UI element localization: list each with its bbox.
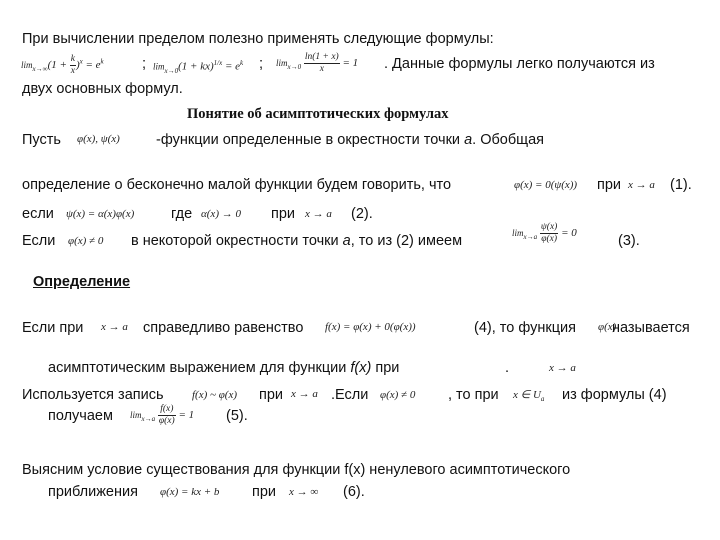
section-heading: Понятие об асимптотических формулах [187, 106, 449, 122]
text-line-3: двух основных формул. [22, 81, 183, 97]
u1-text-c: .Если [331, 387, 369, 403]
p2-text-a: определение о бесконечно малой функции будем говорить, что [22, 177, 452, 193]
u1-text-b: при [259, 387, 284, 403]
formula-phi-o-psi: φ(x) = 0(ψ(x)) [514, 179, 578, 191]
formula-limit-e-k: $\lim_{x\to\infty}(1$ + $\frac{k}{x}$ )$^x = e^k$ [21, 54, 104, 76]
d2-text-wrap [48, 359, 399, 377]
p2-text-b: при [597, 177, 622, 193]
d1-text-a: Если при [22, 320, 84, 336]
formula-f-sim-phi: f(x) ~ φ(x) [192, 389, 238, 401]
text-line-1: При вычислении пределом полезно применять следующие формулы: [22, 31, 494, 47]
d2-text-b: при [375, 360, 400, 376]
p1-text-b: -функции определенные в окрестности точки [156, 132, 461, 148]
p1-text-c: . Обобщая [472, 132, 544, 148]
formula-phi-psi: φ(x), ψ(x) [77, 133, 120, 145]
p1-text-b-wrap [156, 131, 544, 149]
formula-x-to-a-2: x → a [305, 208, 332, 220]
p1-var-a: a [464, 132, 473, 148]
separator-2: ; [259, 56, 264, 72]
text-line-2-end: . Данные формулы легко получаются из [384, 56, 655, 72]
definition-title: Определение [33, 274, 131, 290]
p4-text-c: , то из (2) имеем [350, 233, 463, 249]
p3-text-c: при [271, 206, 296, 222]
u1-text-e: из формулы (4) [562, 387, 667, 403]
formula-x-in-U: x ∈ $U_a$ [513, 389, 545, 404]
d2-func: f(x) [350, 360, 372, 376]
formula-phi-ne-zero-1: φ(x) ≠ 0 [68, 235, 104, 247]
u2-text-a: получаем [48, 408, 113, 424]
d1-text-d: называется [612, 320, 690, 336]
d1-text-b: справедливо равенство [143, 320, 304, 336]
d2-text-a: асимптотическим выражением для функции [48, 360, 347, 376]
formula-limit-1-kx: $\lim_{x\to 0}(1 + kx)^{1/x} = e^k$ [153, 59, 244, 75]
p4-text-b-wrap [131, 232, 462, 250]
d2-dot: . [505, 360, 510, 376]
formula-x-to-a-1: x → a [628, 179, 655, 191]
formula-limit-psi-phi: $\lim_{x\to a}$ $\frac{\psi(x)}{\varphi(x)}$ = 0 [512, 222, 577, 244]
p4-var-a: a [342, 233, 351, 249]
p3-text-d: (2). [351, 206, 373, 222]
formula-phi-ne-zero-2: φ(x) ≠ 0 [380, 389, 416, 401]
c2-text-a: приближения [48, 484, 138, 500]
p4-text-d: (3). [618, 233, 640, 249]
formula-psi-alpha-phi: ψ(x) = α(x)φ(x) [66, 208, 135, 220]
p1-text-a: Пусть [22, 132, 61, 148]
c1-text: Выясним условие существования для функции f(x) ненулевого асимптотического [22, 462, 571, 478]
formula-x-to-a-5: x → a [291, 388, 318, 400]
p3-text-b: где [171, 206, 193, 222]
formula-phi-x-1: φ(x) [598, 321, 617, 333]
separator-1: ; [142, 56, 147, 72]
u1-text-a: Используется запись [22, 387, 164, 403]
formula-x-to-inf: x → ∞ [289, 486, 319, 498]
formula-f-eq-phi-o: f(x) = φ(x) + 0(φ(x)) [325, 321, 416, 333]
p3-text-a: если [22, 206, 54, 222]
p2-text-c: (1). [670, 177, 692, 193]
formula-alpha-to-zero: α(x) → 0 [201, 208, 241, 220]
p4-text-a: Если [22, 233, 56, 249]
c2-text-b: при [252, 484, 277, 500]
formula-x-to-a-3: x → a [101, 321, 128, 333]
d1-text-c: (4), то функция [474, 320, 576, 336]
formula-phi-kx-b: φ(x) = kx + b [160, 486, 220, 498]
u1-text-d: , то при [448, 387, 499, 403]
c2-text-c: (6). [343, 484, 365, 500]
p4-text-b: в некоторой окрестности точки [131, 233, 339, 249]
formula-limit-ln: $\lim_{x\to 0}$ $\frac{\ln(1 + x)}{x}$ = 1 [276, 52, 359, 74]
u2-text-b: (5). [226, 408, 248, 424]
formula-x-to-a-4: x → a [549, 362, 576, 374]
formula-limit-f-phi: $\lim_{x\to a}$ $\frac{f(x)}{\varphi(x)}$ = 1 [130, 404, 195, 426]
